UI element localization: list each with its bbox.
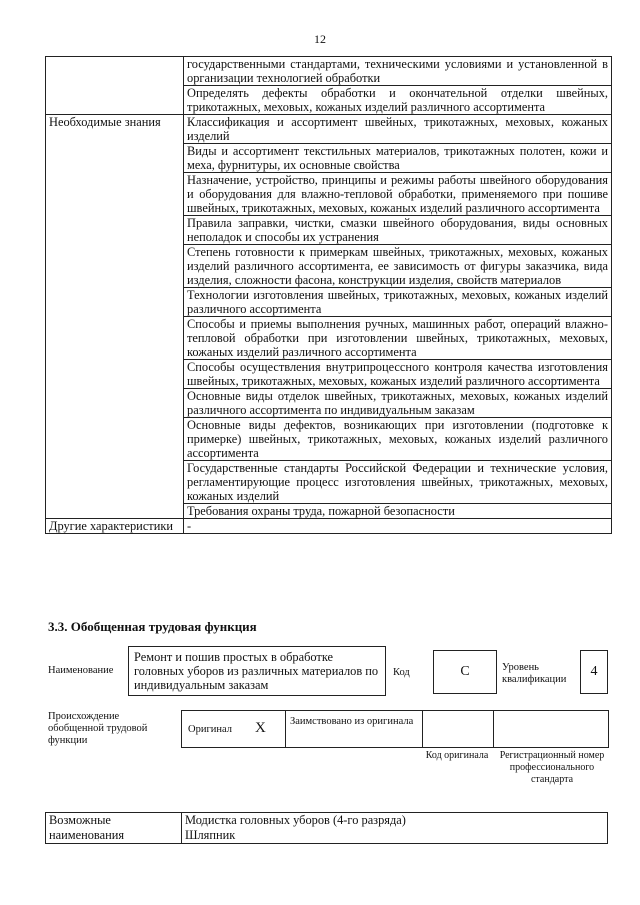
row-label <box>46 57 184 115</box>
row-label-knowledge: Необходимые знания <box>46 115 184 519</box>
row-text: Требования охраны труда, пожарной безопасности <box>184 504 612 519</box>
row-text: Государственные стандарты Российской Федерации и технические условия, регламентирующие процесс изготовления швейных, трикотажных, меховых, кожаных изделий <box>184 461 612 504</box>
divider <box>285 711 286 747</box>
divider <box>422 711 423 747</box>
code-label: Код <box>393 667 410 678</box>
list-item: Модистка головных уборов (4-го разряда) <box>185 813 406 827</box>
function-name: Ремонт и пошив простых в обработке головных уборов из различных материалов по индивидуальным заказам <box>134 650 379 692</box>
table-row <box>46 519 612 534</box>
possible-names-values <box>182 813 608 844</box>
origin-label: Происхождение обобщенной трудовой функции <box>48 711 148 746</box>
table-row <box>46 115 612 144</box>
borrowed-label: Заимствовано из оригинала <box>290 716 414 727</box>
original-mark: X <box>255 720 266 736</box>
possible-names-table <box>45 812 608 844</box>
row-text: Способы осуществления внутрипроцессного контроля качества изготовления швейных, трикотажных, меховых, кожаных изделий различного ассортимента <box>184 360 612 389</box>
page-number: 12 <box>314 32 326 46</box>
row-text: Основные виды дефектов, возникающих при изготовлении (подготовке к примерке) швейных, трикотажных, меховых, кожаных изделий различного ассортимента <box>184 418 612 461</box>
row-label-other: Другие характеристики <box>46 519 184 534</box>
row-text: Классификация и ассортимент швейных, трикотажных, меховых, кожаных изделий <box>184 115 612 144</box>
row-text: Основные виды отделок швейных, трикотажных, меховых, кожаных изделий различного ассортимента по индивидуальным заказам <box>184 389 612 418</box>
row-text: Виды и ассортимент текстильных материалов, трикотажных полотен, кожи и меха, фурнитуры, их основные свойства <box>184 144 612 173</box>
list-item: Шляпник <box>185 828 236 842</box>
name-label: Наименование <box>48 665 114 676</box>
table-row <box>46 813 608 844</box>
function-name-box <box>128 646 386 696</box>
knowledge-table <box>45 56 612 534</box>
row-text: Правила заправки, чистки, смазки швейного оборудования, виды основных неполадок и способы их устранения <box>184 216 612 245</box>
row-text: Технологии изготовления швейных, трикотажных, меховых, кожаных изделий различного ассортимента <box>184 288 612 317</box>
divider <box>493 711 494 747</box>
section-heading: 3.3. Обобщенная трудовая функция <box>48 619 257 634</box>
table-row <box>46 57 612 86</box>
possible-names-label: Возможные наименования <box>46 813 182 844</box>
row-text: Способы и приемы выполнения ручных, машинных работ, операций влажно-тепловой обработки при изготовлении швейных, трикотажных, меховых, кожаных изделий различного ассортимента <box>184 317 612 360</box>
row-text: Степень готовности к примеркам швейных, трикотажных, меховых, кожаных изделий различного ассортимента, ее зависимость от фигуры заказчика, вида изделия, сложности фасона, конструкции изделия, свойств материалов <box>184 245 612 288</box>
level-label: Уровень квалификации <box>502 662 567 685</box>
row-text: - <box>184 519 612 534</box>
level-value: 4 <box>590 664 598 679</box>
level-box <box>580 650 608 694</box>
reg-number-caption: Регистрационный номер профессионального стандарта <box>499 750 605 785</box>
row-text: Определять дефекты обработки и окончательной отделки швейных, трикотажных, меховых, кожаных изделий различного ассортимента <box>184 86 612 115</box>
row-text: Назначение, устройство, принципы и режимы работы швейного оборудования и оборудования для влажно-тепловой обработки, применяемого при пошиве швейных, трикотажных, меховых, кожаных изделий различного ассортимента <box>184 173 612 216</box>
code-original-caption: Код оригинала <box>425 750 489 761</box>
row-text: государственными стандартами, техническими условиями и установленной в организации технологией обработки <box>184 57 612 86</box>
original-label: Оригинал <box>188 724 232 735</box>
code-value: C <box>460 664 470 679</box>
code-box <box>433 650 497 694</box>
origin-grid <box>181 710 609 748</box>
